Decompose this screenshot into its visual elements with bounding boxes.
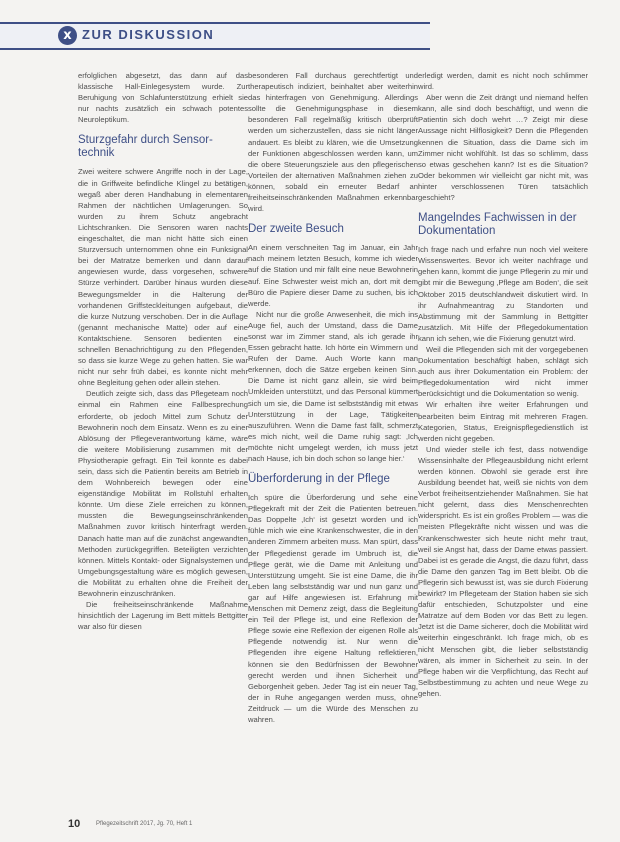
paragraph: Und wieder stelle ich fest, dass notwendige Wissensinhalte der Pflegeausbildung nicht erlernt werden können. Obwohl sie gerade erst ihre Ausbildung beendet hat, weiß sie nichts von dem Verbot freiheitsentziehender Maßnahmen. Sie hat nicht gelernt, dass dies Menschenrechten widerspricht. Es ist ein großes Problem — was die meisten Pflegekräfte nicht wissen und was die Krankenschwester sich heute nicht mehr traut, weil sie Angst hat, dass der Dame etwas passiert. Dabei ist es gerade die Angst, die dazu führt, dass die Dame den ganzen Tag im Bett bleibt. Ob die Pflegerin sich bewusst ist, was sie durch Fixierung bewirkt? Im Pflegeteam der Station haben sie sich dafür entschieden, Schutzpolster und eine Matratze auf dem Boden vor das Bett zu legen. Jetzt ist die Dame sicherer, doch die Mobilität wird weiterhin eingeschränkt. Ich frage mich, ob es nicht Menschen gibt, die lieber selbstständig wären, als immer in Sicherheit zu sein. In der Pflege haben wir die Verpflichtung, das Recht auf Selbstbestimmung zu achten und neue Wege zu gehen. — [418, 444, 588, 698]
column-2 — [248, 70, 418, 725]
paragraph: Deutlich zeigte sich, dass das Pflegeteam noch einmal ein Rahmen eine Fallbesprechung erforderte, ob jedoch Mittel zum Schutz der Bewohnerin noch dem Einsatz. Wenn es zu einer Ablösung der Pflegeverantwortung käme, wäre die weitere Mobilisierung zusammen mit der Physiotherapie gefragt. Ein Teil konnte es dabei sein, dass sich die Patientin bereits am Betrieb in dem Wohnbereich bewegen oder eine eigenständige Mobilität im Rollstuhl erhalten könnte. Um diese Ziele erreichen zu können, mussten die Bewegungseinschränkenden Maßnahmen zuvor kritisch hinterfragt werden. Danach hatte man auf die zunächst angewandten Methoden zurückgegriffen. Beteiligten verzichten können. Mittels Kontakt- oder Signalsystemen und Umgebungsgestaltung wäre es möglich gewesen, die Mobilität zu erhalten ohne die Freiheit der Bewohnerin einzuschränken. — [78, 389, 248, 599]
column-1 — [78, 70, 248, 632]
section-header — [0, 22, 430, 50]
paragraph: besonderen Fall durchaus gerechtfertigt und therapeutisch indiziert, beinhaltet aber weiterhin das hinterfragen von Genehmigung. Allerdings sollte die Genehmigungsphase in diesem besonderen Fall regelmäßig kritisch überprüft werden um sicherzustellen, dass sie nicht länger andauert. Es bleibt zu klären, wie die Umsetzung der Funktionen abgeschlossen werden kann, um die obere Steuerungsziele aus den pflegerischen Vorteilen der alternativen Maßnahmen ziehen zu können, sobald ein erneuter Bedarf an freiheitseinschränkenden Maßnahmen erkennbar wird. — [248, 71, 418, 214]
subheading: Überforderung in der Pflege — [248, 473, 390, 486]
paragraph: Ich spüre die Überforderung und sehe eine Pflegekraft mit der Zeit die Patienten betreuen. Das Doppelte ‚Ich‘ ist gesetzt worden und ich fühle mich wie eine Krankenschwester, die in den anderen Zimmern arbeiten muss. Man spürt, dass der Pflegedienst gerade im Umbruch ist, die Pflege gerät, wie die Dame mit Anleitung und Unterstützung umgeht. Sie ist eine Dame, die ihr Leben lang selbstständig war und nun ganz und gar auf Hilfe angewiesen ist. Erfahrung mit Menschen mit Demenz zeigt, dass die Begleitung ein Teil der Pflege ist, und eine Reflexion der Pflege sowie eine Reflexion der eigenen Rolle als Pflegende notwendig ist. Nur wenn die Pflegenden ihre eigene Haltung reflektieren, können sie den Bedürfnissen der Bewohner gerecht werden und ihnen Sicherheit und Geborgenheit geben. Jeder Tag ist ein neuer Tag, der in Ruhe angegangen werden muss, ohne Zeitdruck — um die Würde des Menschen zu wahren. — [248, 493, 418, 724]
paragraph: erfolglichen abgesetzt, das dann auf das klassische Hall-Einlegesystem wurde. Zur Beruhigung von Schlafunterstützung erhielt sie nur nachts zusätzlich ein schwach potentes Neuroleptikum. — [78, 71, 248, 125]
paragraph: Weil die Pflegenden sich mit der vorgegebenen Dokumentation beschäftigt haben, schlägt sich auch aus ihrer Dokumentation ein Problem: der Pflegedokumentation wird nicht immer berücksichtigt und die Dokumentation so wenig. — [418, 344, 588, 399]
paragraph: An einem verschneiten Tag im Januar, ein Jahr nach meinem letzten Besuch, komme ich wieder auf die Station und mir fällt eine neue Bewohnerin auf. Eine Schwester weist mich an, dort mit dem Büro die Papiere dieser Dame zu suchen, bis ich werde. — [248, 243, 418, 308]
paragraph: Nicht nur die große Anwesenheit, die mich ins Auge fiel, auch der Umstand, dass die Dame sonst war im Zimmer stand, als ich gerade ihr Essen gebracht hatte. Ich hörte ein Wimmern und Rufen der Dame. Auch Worte kann man erkennen, doch die Sätze ergeben keinen Sinn. Die Dame ist nicht ganz allein, sie wird beim Umkleiden unterstützt, und das Personal kümmert sich um sie, die Dame ist selbstständig mit etwas Unterstützung in der Lage, Tätigkeiten auszuführen. Wenn die Dame fast fällt, schmerzt es mich nicht, weil die Dame ruhig sagt: ‚Ich möchte nicht umgelegt werden, ich muss jetzt nach Hause, ich bin doch schon so lange hier.‘ — [248, 309, 418, 463]
journal-citation: Pflegezeitschrift 2017, Jg. 70, Heft 1 — [96, 821, 193, 827]
paragraph: erledigt werden, damit es nicht noch schlimmer wird. — [418, 71, 588, 92]
paragraph: Die freiheitseinschränkende Maßnahme hinsichtlich der Lagerung im Bett mittels Bettgitter war also für diesen — [78, 600, 248, 632]
x-circle-icon: x — [58, 26, 77, 45]
paragraph: Aber wenn die Zeit drängt und niemand helfen kann, alle sind doch beschäftigt, und wenn die Patientin sich doch wehrt …? Zeigt mir diese Aussage nicht Hilflosigkeit? Denn die Pflegenden kennen die Situation, dass die Dame sich im Zimmer nicht wohlfühlt. Ist das so schlimm, dass so etwas geschehen kann? Ist es die Situation? Oder bekommen wir vielleicht gar nicht mit, was hinter verschlossenen Türen tatsächlich geschieht? — [418, 93, 588, 203]
paragraph: Zwei weitere schwere Angriffe noch in der Lage, die in Griffweite befindliche Klingel zu betätigen, wegaß aber deren Handhabung in elementaren Rahmen der nächtlichen Umlagerungen. So wurden zu ihrem Schutz angebracht Lichtschranken. Die Sensoren waren nachts eingeschaltet, die man nicht hätte sich einen Sturzversuch unternommen ohne ein Funksignal bei der Matratze bemerken und dann darauf angewiesen wurde, dass vorgesehen, schwere Stürze verhindert. Darüber hinaus wurden diese Bewegungsmelder in die Halterung der vorhandenen Griffsteckleitungen aufgebaut, die die kurze Nutzung verschoben. Der in die Auflage (genannt mechanische Matte) oder auf eine Kontaktschiene. Sensoren bedienten eine schnellen Benachrichtigung zu den Pflegenden, so dass sie kurze Wege zu gehen hatten. Sie war nicht nur sehr früh dabei, es konnte nicht mehr ohne Begleitung gehen oder allein stehen. — [78, 167, 248, 388]
subheading: Sturzgefahr durch Sensor-technik — [78, 134, 213, 160]
paragraph: Ich frage nach und erfahre nun noch viel weitere Wissenswertes. Bevor ich weiter nachfrage und gehen kann, kommt die junge Pflegerin zu mir und gibt mir die Bewegung ‚Pflege am Boden‘, die seit Oktober 2015 deutschlandweit diskutiert wird. In ihr Aufnahmeantrag zu Standorten und Abstimmung mit der Sammlung in Bettgitter zusätzlich. Mit Hilfe der Pflegedokumentation kann ich sehen, wie die Fixierung genutzt wird. — [418, 245, 588, 343]
subheading: Der zweite Besuch — [248, 223, 344, 236]
column-3 — [418, 70, 588, 699]
paragraph: Wir erhalten ihre weiter Erfahrungen und bearbeiten beim Eintrag mit mehreren Fragen. Kategorien, Status, Ereignispflegedienstlich ist werden nicht gegeben. — [418, 400, 588, 443]
page-number: 10 — [68, 818, 81, 830]
section-title: ZUR DISKUSSION — [82, 27, 215, 42]
subheading: Mangelndes Fachwissen in der Dokumentation — [418, 212, 577, 238]
